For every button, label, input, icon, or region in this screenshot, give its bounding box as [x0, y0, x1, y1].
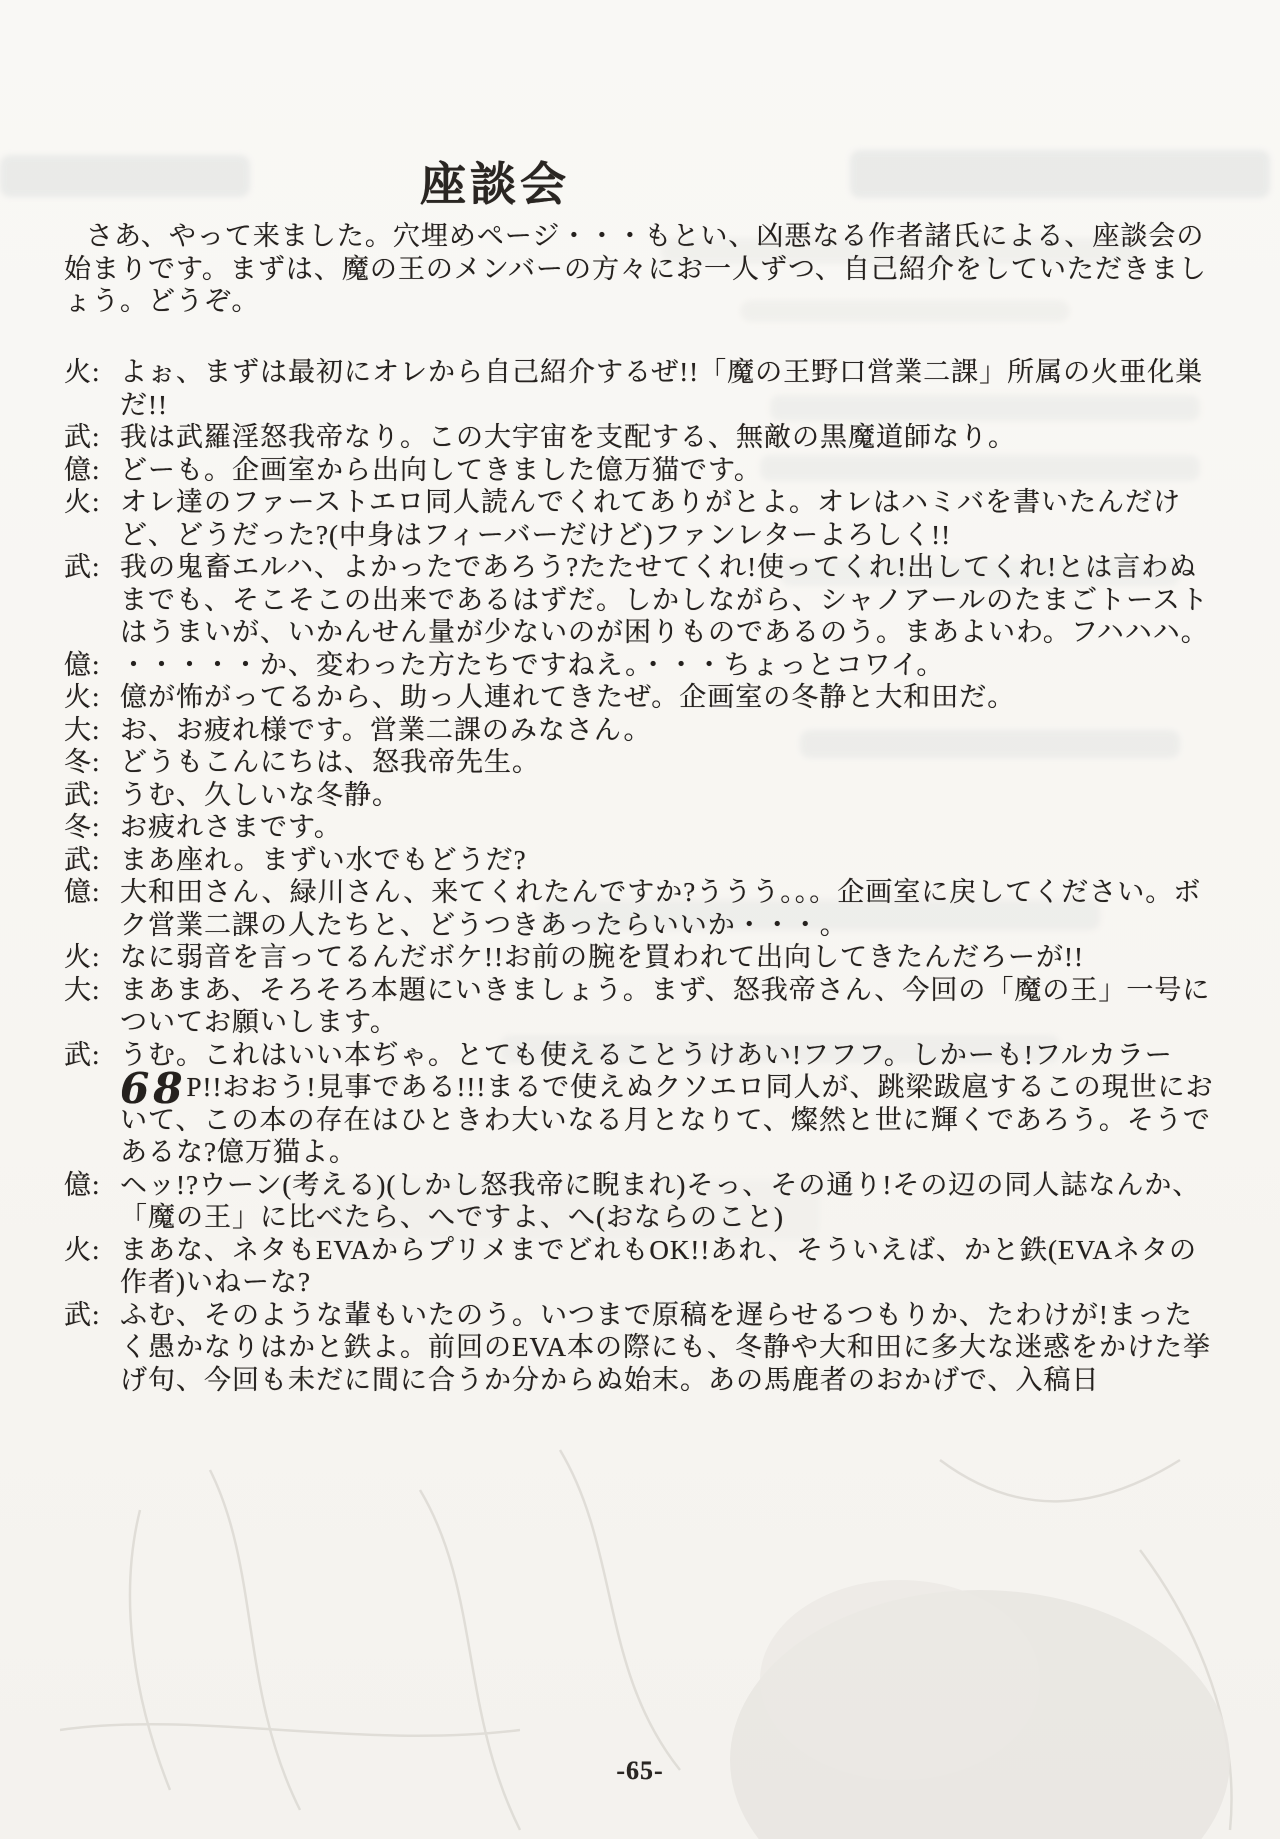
dialogue-line — [64, 714, 1219, 747]
dialogue-line — [64, 1299, 1219, 1397]
dialogue-text — [120, 941, 1219, 974]
dialogue-line — [64, 779, 1219, 812]
dialogue-text-segment: 我は武羅淫怒我帝なり。この大宇宙を支配する、無敵の黒魔道師なり。 — [120, 422, 1016, 452]
dialogue-text — [120, 454, 1219, 487]
dialogue-text-segment: 我の鬼畜エルハ、よかったであろう?たたせてくれ!使ってくれ!出してくれ!とは言わぬまでも、そこそこの出来であるはずだ。しかしながら、シャノアールのたまごトーストはうまいが、いかんせん量が少ないのが困りものであるのう。まあよいわ。フハハハ。 — [120, 552, 1209, 647]
speaker-label: 火: — [64, 487, 101, 517]
speaker-label: 冬: — [64, 747, 101, 777]
speaker-label: 大: — [64, 974, 101, 1005]
dialogue-text — [120, 356, 1219, 421]
page-title: 座談会 — [420, 159, 570, 210]
speaker-label: 大: — [64, 714, 101, 745]
dialogue-text-segment: まあ座れ。まずい水でもどうだ? — [120, 844, 527, 875]
dialogue-text — [120, 1234, 1219, 1299]
dialogue-text — [120, 746, 1219, 779]
speaker-label: 火: — [64, 942, 101, 972]
dialogue-line — [64, 1039, 1219, 1169]
dialogue-text-segment: よぉ、まずは最初にオレから自己紹介するぜ!!「魔の王野口営業二課」所属の火亜化巣だ!! — [120, 357, 1204, 420]
dialogue-text-segment: どうもこんにちは、怒我帝先生。 — [120, 747, 540, 777]
dialogue-line — [64, 454, 1219, 487]
dialogue-line — [64, 681, 1219, 714]
speaker-label: 億: — [64, 649, 101, 680]
speaker-label: 億: — [64, 877, 101, 907]
speaker-label: 武: — [64, 422, 101, 452]
dialogue-text — [120, 1039, 1219, 1169]
intro-paragraph: さあ、やって来ました。穴埋めページ・・・もとい、凶悪なる作者諸氏による、座談会の始まりです。まずは、魔の王のメンバーの方々にお一人ずつ、自己紹介をしていただきましょう。どうぞ。 — [64, 221, 1207, 316]
dialogue-text — [120, 844, 1219, 877]
dialogue-text-segment: お、お疲れ様です。営業二課のみなさん。 — [120, 714, 652, 745]
dialogue-text-segment: ヘッ!?ウーン(考える)(しかし怒我帝に睨まれ)そっ、その通り!その辺の同人誌なんか、「魔の王」に比べたら、へですよ、へ(おならのこと) — [120, 1169, 1201, 1232]
dialogue-line — [64, 844, 1219, 877]
bleedthrough-smear — [0, 155, 250, 197]
dialogue-text-segment: なに弱音を言ってるんだボケ!!お前の腕を買われて出向してきたんだろーが!! — [120, 942, 1084, 972]
dialogue-list — [64, 356, 1219, 1396]
dialogue-text-segment: 大和田さん、緑川さん、来てくれたんですか?ううう。。。企画室に戻してください。ボク営業二課の人たちと、どうつきあったらいいか・・・。 — [120, 877, 1202, 940]
dialogue-text-segment: ・・・・・か、変わった方たちですねえ。・・・ちょっとコワイ。 — [120, 649, 945, 680]
dialogue-text — [120, 681, 1219, 714]
dialogue-line — [64, 551, 1219, 649]
dialogue-line — [64, 974, 1219, 1039]
speaker-label: 武: — [64, 552, 101, 582]
dialogue-text-segment: まあな、ネタもEVAからプリメまでどれもOK!!あれ、そういえば、かと鉄(EVAネタの作者)いねーな? — [120, 1234, 1197, 1297]
handwritten-number: 68 — [120, 1064, 187, 1113]
dialogue-text-segment: お疲れさまです。 — [120, 812, 342, 842]
bleedthrough-smear — [850, 150, 1270, 198]
dialogue-text-segment: うむ、久しいな冬静。 — [120, 779, 400, 810]
speaker-label: 冬: — [64, 812, 101, 842]
speaker-label: 火: — [64, 357, 101, 387]
dialogue-line — [64, 876, 1219, 941]
dialogue-text — [120, 1169, 1219, 1234]
dialogue-line — [64, 486, 1219, 551]
dialogue-text — [120, 1299, 1219, 1397]
dialogue-text — [120, 486, 1219, 551]
speaker-label: 億: — [64, 454, 101, 485]
dialogue-text-segment: ふむ、そのような輩もいたのう。いつまで原稿を遅らせるつもりか、たわけが!まったく愚かなりはかと鉄よ。前回のEVA本の際にも、冬静や大和田に多大な迷惑をかけた挙げ句、今回も未だに間に合うか分からぬ始末。あの馬鹿者のおかげで、入稿日 — [120, 1299, 1212, 1395]
page-number: -65- — [616, 1756, 664, 1785]
speaker-label: 火: — [64, 1234, 101, 1265]
dialogue-text — [120, 779, 1219, 812]
dialogue-text-segment: まあまあ、そろそろ本題にいきましょう。まず、怒我帝さん、今回の「魔の王」一号についてお願いします。 — [120, 974, 1211, 1037]
dialogue-line — [64, 1169, 1219, 1234]
dialogue-line — [64, 421, 1219, 454]
dialogue-text-segment: オレ達のファーストエロ同人読んでくれてありがとよ。オレはハミバを書いたんだけど、どうだった?(中身はフィーバーだけど)ファンレターよろしく!! — [120, 487, 1182, 550]
speaker-label: 武: — [64, 844, 101, 875]
dialogue-line — [64, 941, 1219, 974]
dialogue-text-segment: どーも。企画室から出向してきました億万猫です。 — [120, 454, 762, 485]
speaker-label: 武: — [64, 1039, 101, 1070]
dialogue-text — [120, 974, 1219, 1039]
dialogue-text — [120, 551, 1219, 649]
dialogue-text — [120, 714, 1219, 747]
speaker-label: 火: — [64, 682, 101, 712]
speaker-label: 億: — [64, 1169, 101, 1200]
dialogue-text-segment: 億が怖がってるから、助っ人連れてきたぜ。企画室の冬静と大和田だ。 — [120, 682, 1016, 712]
dialogue-line — [64, 649, 1219, 682]
dialogue-text — [120, 649, 1219, 682]
dialogue-text-segment: うむ。これはいい本ぢゃ。とても使えることうけあい!フフフ。しかーも!フルカラー — [120, 1039, 1173, 1070]
dialogue-line — [64, 1234, 1219, 1299]
dialogue-line — [64, 811, 1219, 844]
speaker-label: 武: — [64, 1299, 101, 1330]
dialogue-text-segment: P!!おおう!見事である!!!まるで使えぬクソエロ同人が、跳梁跋扈するこの現世において、この本の存在はひときわ大いなる月となりて、燦然と世に輝くであろう。そうであるな?億万猫よ。 — [120, 1072, 1214, 1167]
dialogue-line — [64, 356, 1219, 421]
dialogue-text — [120, 421, 1219, 454]
dialogue-text — [120, 876, 1219, 941]
dialogue-line — [64, 746, 1219, 779]
dialogue-text — [120, 811, 1219, 844]
speaker-label: 武: — [64, 779, 101, 810]
